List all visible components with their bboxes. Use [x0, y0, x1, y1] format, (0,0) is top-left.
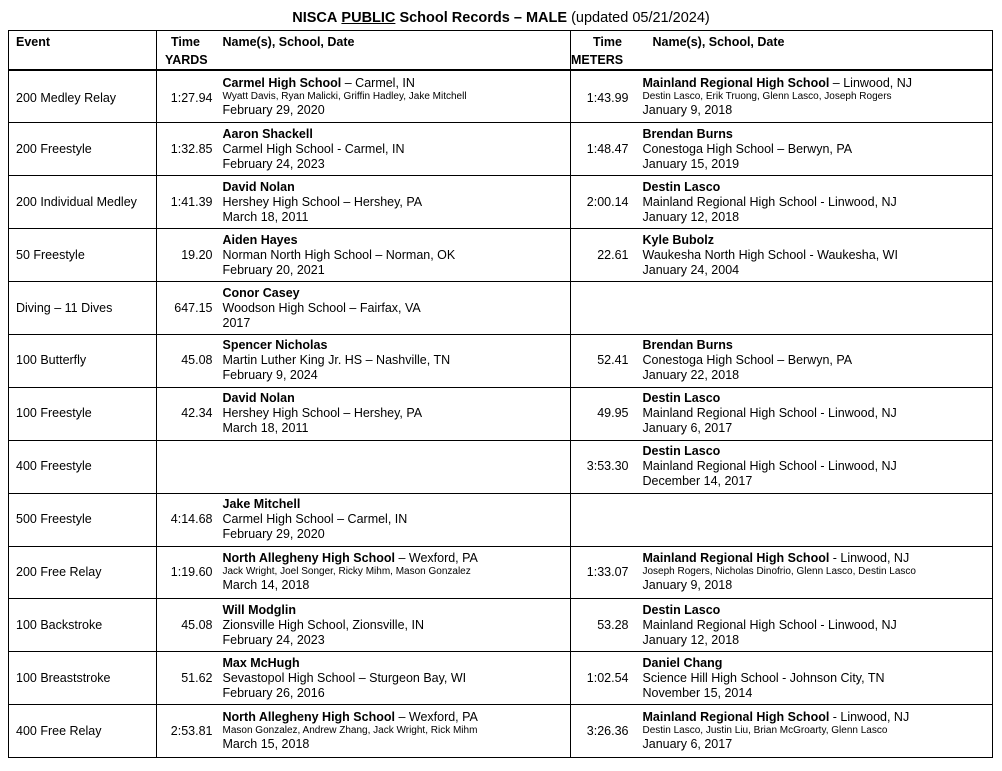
- table-row: [9, 440, 993, 493]
- meters-names-cell: [635, 599, 993, 652]
- yards-names-cell: [219, 599, 571, 652]
- page-title: [0, 10, 1002, 27]
- yards-holder-name: David Nolan: [222, 391, 295, 406]
- meters-holder-school: Waukesha North High School - Waukesha, WI: [642, 247, 898, 262]
- yards-record-date: March 15, 2018: [222, 737, 310, 752]
- yards-holder-name: Max McHugh: [222, 655, 300, 670]
- meters-record-holder: [643, 710, 993, 725]
- event-cell: Diving – 11 Dives: [9, 282, 157, 335]
- header-yards-time: Time YARDS: [157, 31, 219, 71]
- title-updated: (updated 05/21/2024): [571, 10, 710, 26]
- meters-time-cell: [571, 282, 635, 335]
- meters-relay-swimmers: Destin Lasco, Erik Truong, Glenn Lasco, Joseph Rogers: [642, 90, 892, 102]
- meters-record-holder: [643, 180, 993, 195]
- table-row: [9, 599, 993, 652]
- yards-record-date: February 26, 2016: [222, 685, 325, 700]
- meters-time-cell: 2:00.14: [586, 194, 629, 209]
- yards-record-holder: [223, 710, 571, 725]
- meters-holder-name: Mainland Regional High School: [642, 551, 830, 566]
- meters-names-cell: [635, 705, 993, 758]
- yards-time-cell: 45.08: [181, 353, 213, 368]
- yards-time-cell: 1:32.85: [170, 141, 213, 156]
- meters-names-cell: [635, 546, 993, 599]
- yards-names-cell: [219, 229, 571, 282]
- yards-record-date: February 29, 2020: [222, 527, 325, 542]
- meters-holder-school: Mainland Regional High School - Linwood, NJ: [642, 194, 897, 209]
- yards-names-cell: [219, 282, 571, 335]
- meters-names-cell: [635, 70, 993, 123]
- yards-time-cell: [157, 440, 219, 493]
- meters-record-holder: [643, 391, 993, 406]
- yards-record-date: February 20, 2021: [222, 262, 325, 277]
- yards-names-cell: [219, 652, 571, 705]
- event-cell: 200 Individual Medley: [9, 176, 157, 229]
- meters-record-date: January 24, 2004: [642, 262, 740, 277]
- yards-holder-school: Martin Luther King Jr. HS – Nashville, TN: [222, 353, 451, 368]
- table-row: [9, 123, 993, 176]
- event-cell: 50 Freestyle: [9, 229, 157, 282]
- yards-holder-school: Carmel High School – Carmel, IN: [222, 512, 408, 527]
- meters-time-cell: 53.28: [597, 617, 629, 632]
- meters-record-date: January 12, 2018: [642, 209, 740, 224]
- meters-holder-school: Conestoga High School – Berwyn, PA: [642, 353, 853, 368]
- yards-time-cell: 19.20: [181, 247, 213, 262]
- yards-holder-name: North Allegheny High School: [222, 710, 395, 725]
- meters-holder-school: – Linwood, NJ: [829, 75, 912, 90]
- yards-record-date: February 9, 2024: [222, 368, 318, 383]
- yards-holder-school: – Wexford, PA: [394, 710, 478, 725]
- yards-record-date: March 18, 2011: [222, 421, 309, 436]
- yards-time-cell: 1:19.60: [170, 564, 213, 579]
- meters-record-holder: [643, 444, 993, 459]
- meters-time-cell: [571, 493, 635, 546]
- yards-names-cell: [219, 493, 571, 546]
- meters-record-holder: [643, 76, 993, 91]
- meters-names-cell: [635, 123, 993, 176]
- yards-record-holder: [223, 233, 571, 248]
- table-row: [9, 282, 993, 335]
- yards-holder-school: – Carmel, IN: [341, 75, 415, 90]
- yards-names-cell: [219, 387, 571, 440]
- title-public: PUBLIC: [341, 10, 396, 26]
- yards-relay-swimmers: Wyatt Davis, Ryan Malicki, Griffin Hadley, Jake Mitchell: [222, 90, 467, 102]
- yards-record-holder: [223, 76, 571, 91]
- meters-holder-school: Mainland Regional High School - Linwood, NJ: [642, 617, 897, 632]
- yards-record-date: February 24, 2023: [222, 632, 325, 647]
- meters-holder-name: Destin Lasco: [642, 444, 721, 459]
- yards-record-holder: [223, 338, 571, 353]
- table-row: [9, 652, 993, 705]
- table-row: [9, 229, 993, 282]
- meters-holder-name: Daniel Chang: [642, 655, 723, 670]
- meters-names-cell: [635, 493, 993, 546]
- yards-time-cell: 647.15: [174, 300, 213, 315]
- meters-time-cell: 3:53.30: [586, 459, 629, 474]
- meters-record-date: January 15, 2019: [642, 156, 740, 171]
- yards-holder-school: Woodson High School – Fairfax, VA: [222, 300, 421, 315]
- yards-holder-school: Carmel High School - Carmel, IN: [222, 141, 405, 156]
- yards-record-date: 2017: [222, 315, 251, 330]
- yards-holder-school: Norman North High School – Norman, OK: [222, 247, 456, 262]
- yards-holder-school: Hershey High School – Hershey, PA: [222, 406, 423, 421]
- event-cell: 200 Free Relay: [9, 546, 157, 599]
- meters-names-cell: [635, 334, 993, 387]
- meters-time-cell: 49.95: [597, 406, 629, 421]
- meters-record-date: December 14, 2017: [642, 474, 753, 489]
- meters-holder-name: Kyle Bubolz: [642, 232, 715, 247]
- table-row: [9, 176, 993, 229]
- meters-time-cell: 22.61: [597, 247, 629, 262]
- meters-record-holder: [643, 656, 993, 671]
- yards-holder-school: – Wexford, PA: [394, 551, 478, 566]
- meters-holder-name: Destin Lasco: [642, 602, 721, 617]
- yards-record-date: March 18, 2011: [222, 209, 309, 224]
- yards-holder-name: David Nolan: [222, 179, 295, 194]
- meters-holder-name: Mainland Regional High School: [642, 75, 830, 90]
- meters-holder-school: Science Hill High School - Johnson City, TN: [642, 670, 885, 685]
- meters-record-date: January 6, 2017: [642, 737, 733, 752]
- yards-relay-swimmers: Jack Wright, Joel Songer, Ricky Mihm, Mason Gonzalez: [222, 566, 471, 578]
- meters-record-holder: [643, 551, 993, 566]
- yards-time-cell: 1:41.39: [170, 194, 213, 209]
- yards-record-date: February 24, 2023: [222, 156, 325, 171]
- yards-holder-name: Aiden Hayes: [222, 232, 298, 247]
- yards-record-holder: [223, 551, 571, 566]
- meters-holder-school: - Linwood, NJ: [829, 710, 910, 725]
- meters-record-holder: [643, 233, 993, 248]
- meters-holder-school: Mainland Regional High School - Linwood, NJ: [642, 459, 897, 474]
- title-prefix: NISCA: [292, 10, 338, 26]
- meters-time-cell: 3:26.36: [586, 723, 629, 738]
- event-cell: 100 Backstroke: [9, 599, 157, 652]
- meters-holder-name: Destin Lasco: [642, 391, 721, 406]
- yards-record-holder: [223, 656, 571, 671]
- header-event: Event: [9, 31, 157, 71]
- event-cell: 400 Freestyle: [9, 440, 157, 493]
- meters-record-holder: [643, 127, 993, 142]
- yards-time-cell: 4:14.68: [170, 512, 213, 527]
- meters-record-date: January 9, 2018: [642, 102, 733, 117]
- yards-names-cell: [219, 176, 571, 229]
- yards-record-holder: [223, 286, 571, 301]
- table-row: [9, 387, 993, 440]
- meters-names-cell: [635, 387, 993, 440]
- yards-holder-name: Aaron Shackell: [222, 126, 313, 141]
- event-cell: 200 Freestyle: [9, 123, 157, 176]
- yards-record-holder: [223, 127, 571, 142]
- table-row: [9, 334, 993, 387]
- meters-holder-name: Brendan Burns: [642, 126, 733, 141]
- yards-record-holder: [223, 391, 571, 406]
- meters-record-holder: [643, 603, 993, 618]
- yards-record-date: March 14, 2018: [222, 578, 310, 593]
- event-cell: 100 Butterfly: [9, 334, 157, 387]
- meters-names-cell: [635, 440, 993, 493]
- yards-names-cell: [219, 705, 571, 758]
- table-row: [9, 705, 993, 758]
- meters-holder-school: Mainland Regional High School - Linwood, NJ: [642, 406, 897, 421]
- yards-record-date: February 29, 2020: [222, 102, 325, 117]
- meters-record-date: January 6, 2017: [642, 421, 733, 436]
- meters-holder-name: Brendan Burns: [642, 338, 733, 353]
- table-row: [9, 493, 993, 546]
- yards-time-cell: 1:27.94: [170, 91, 213, 106]
- yards-holder-school: Sevastopol High School – Sturgeon Bay, WI: [222, 670, 467, 685]
- event-cell: 400 Free Relay: [9, 705, 157, 758]
- meters-record-holder: [643, 338, 993, 353]
- meters-time-cell: 1:33.07: [586, 564, 629, 579]
- header-meters-label: METERS: [571, 53, 624, 67]
- event-cell: 200 Medley Relay: [9, 70, 157, 123]
- header-meters-time: Time METERS: [571, 31, 635, 71]
- yards-record-holder: [223, 180, 571, 195]
- records-body: [9, 70, 993, 758]
- yards-names-cell: [219, 546, 571, 599]
- meters-time-cell: 1:48.47: [586, 141, 629, 156]
- yards-holder-school: Zionsville High School, Zionsville, IN: [222, 617, 424, 632]
- meters-record-date: January 22, 2018: [642, 368, 740, 383]
- yards-time-cell: 42.34: [181, 406, 213, 421]
- table-row: [9, 546, 993, 599]
- header-meters-names: Name(s), School, Date: [635, 31, 993, 71]
- meters-relay-swimmers: Joseph Rogers, Nicholas Dinofrio, Glenn Lasco, Destin Lasco: [642, 566, 916, 578]
- table-row: [9, 70, 993, 123]
- meters-holder-school: - Linwood, NJ: [829, 551, 910, 566]
- yards-names-cell: [219, 334, 571, 387]
- yards-holder-school: Hershey High School – Hershey, PA: [222, 194, 423, 209]
- yards-time-cell: 2:53.81: [170, 723, 213, 738]
- meters-names-cell: [635, 229, 993, 282]
- meters-record-date: November 15, 2014: [642, 685, 753, 700]
- records-table: [8, 30, 993, 758]
- title-suffix: School Records – MALE: [399, 10, 568, 26]
- yards-holder-name: Spencer Nicholas: [222, 338, 328, 353]
- yards-names-cell: [219, 123, 571, 176]
- yards-record-holder: [223, 497, 571, 512]
- yards-holder-name: North Allegheny High School: [222, 551, 395, 566]
- header-yards-label: YARDS: [165, 53, 208, 67]
- meters-holder-name: Destin Lasco: [642, 179, 721, 194]
- yards-holder-name: Jake Mitchell: [222, 497, 301, 512]
- meters-relay-swimmers: Destin Lasco, Justin Liu, Brian McGroarty, Glenn Lasco: [642, 725, 888, 737]
- yards-names-cell: [219, 70, 571, 123]
- event-cell: 100 Breaststroke: [9, 652, 157, 705]
- header-row: [9, 31, 993, 71]
- meters-names-cell: [635, 282, 993, 335]
- yards-relay-swimmers: Mason Gonzalez, Andrew Zhang, Jack Wright, Rick Mihm: [222, 725, 478, 737]
- yards-holder-name: Conor Casey: [222, 285, 300, 300]
- meters-time-cell: 52.41: [597, 353, 629, 368]
- meters-time-cell: 1:02.54: [586, 670, 629, 685]
- meters-holder-name: Mainland Regional High School: [642, 710, 830, 725]
- yards-time-cell: 51.62: [181, 670, 213, 685]
- yards-time-cell: 45.08: [181, 617, 213, 632]
- yards-holder-name: Will Modglin: [222, 602, 296, 617]
- meters-holder-school: Conestoga High School – Berwyn, PA: [642, 141, 853, 156]
- yards-holder-name: Carmel High School: [222, 75, 342, 90]
- yards-names-cell: [219, 440, 571, 493]
- meters-time-cell: 1:43.99: [586, 91, 629, 106]
- meters-record-date: January 9, 2018: [642, 578, 733, 593]
- event-cell: 100 Freestyle: [9, 387, 157, 440]
- event-cell: 500 Freestyle: [9, 493, 157, 546]
- meters-names-cell: [635, 176, 993, 229]
- header-yards-names: Name(s), School, Date: [219, 31, 571, 71]
- meters-names-cell: [635, 652, 993, 705]
- meters-record-date: January 12, 2018: [642, 632, 740, 647]
- yards-record-holder: [223, 603, 571, 618]
